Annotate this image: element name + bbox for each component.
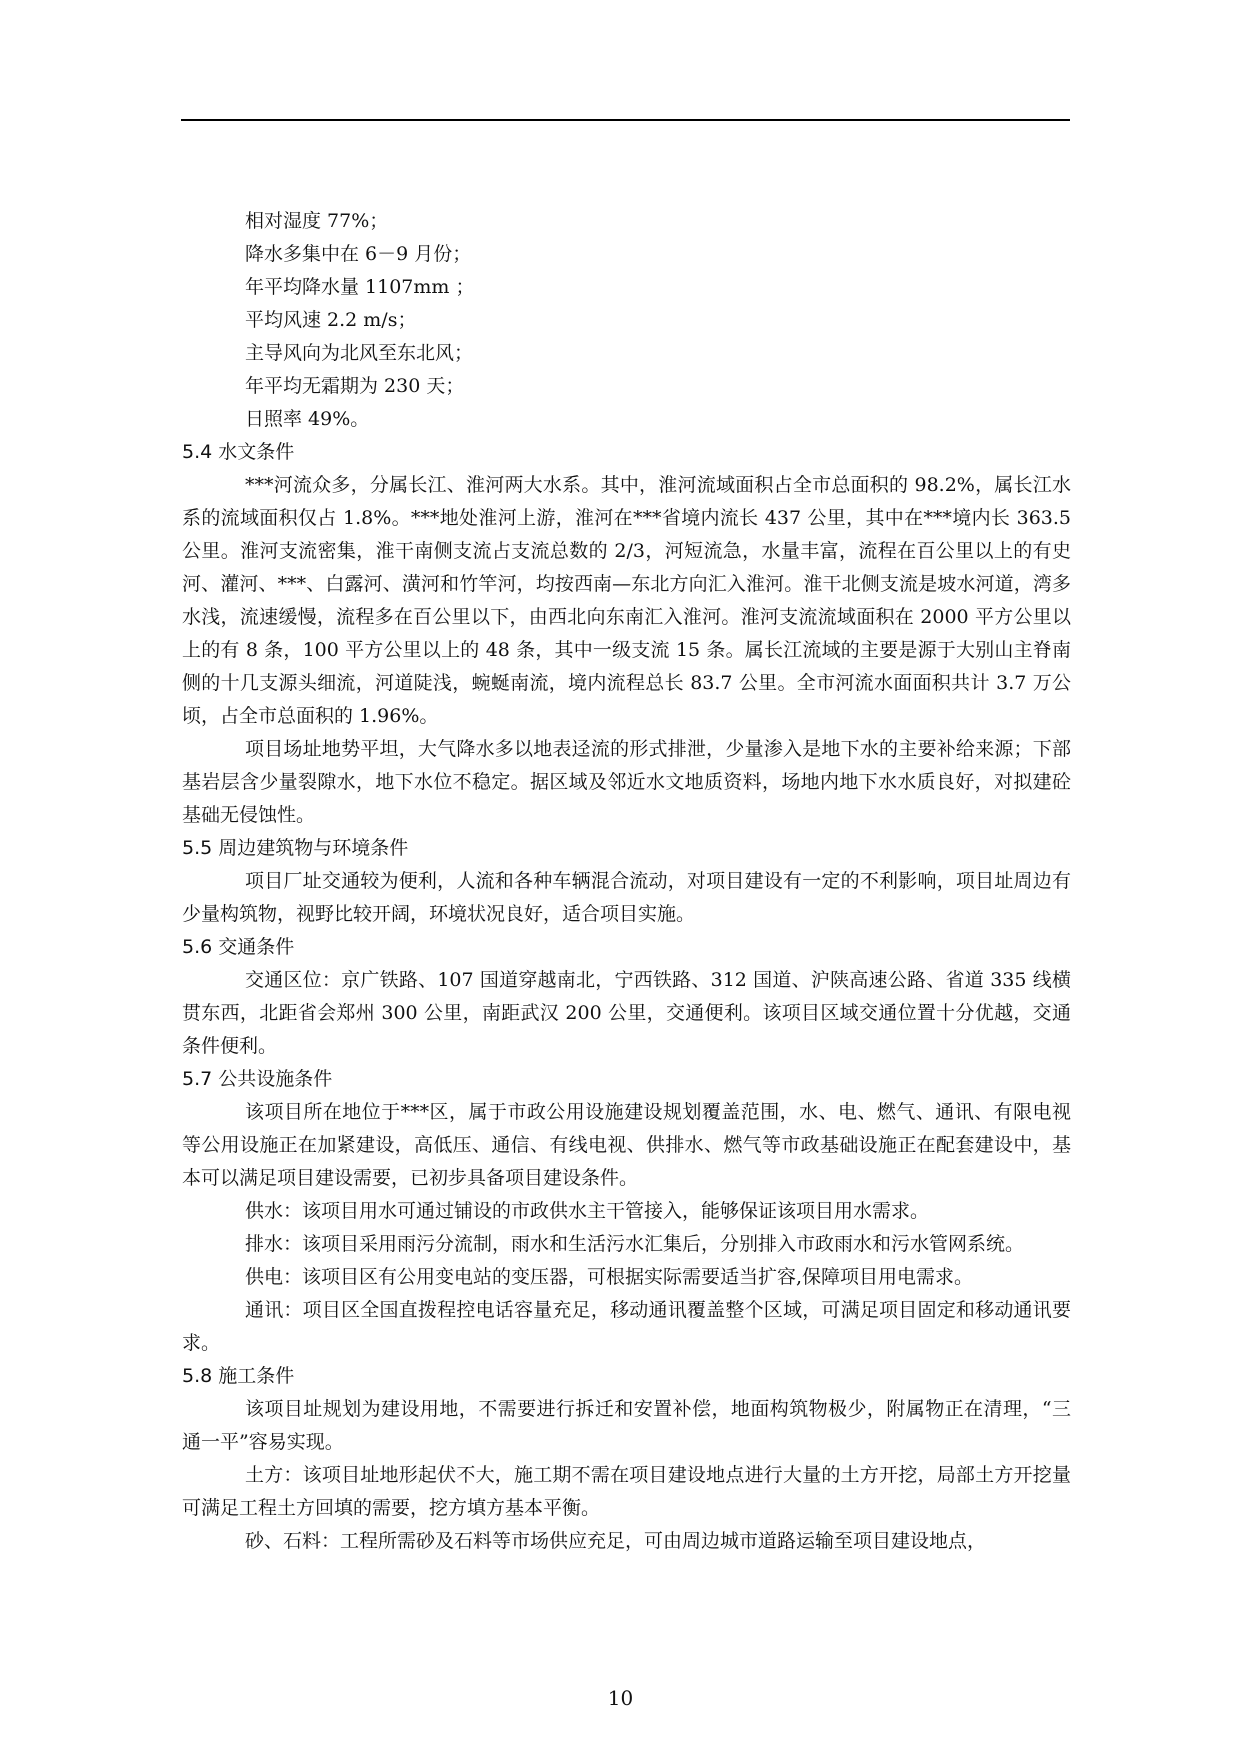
climate-item-rain-season: 降水多集中在 6－9 月份； xyxy=(245,243,472,265)
paragraph-drainage: 排水：该项目采用雨污分流制，雨水和生活污水汇集后，分别排入市政雨水和污水管网系统。 xyxy=(245,1233,1025,1255)
paragraph-site-prep: 该项目址规划为建设用地，不需要进行拆迁和安置补偿，地面构筑物极少，附属物正在清理，“三通一平”容易实现。 xyxy=(182,1398,1071,1453)
paragraph-power-supply: 供电：该项目区有公用变电站的变压器，可根据实际需要适当扩容,保障项目用电需求。 xyxy=(245,1266,974,1288)
climate-item-frost-free: 年平均无霜期为 230 天； xyxy=(245,375,465,397)
climate-item-rainfall: 年平均降水量 1107mm ； xyxy=(245,276,475,298)
section-heading-utilities: 5.7 公共设施条件 xyxy=(182,1068,333,1090)
section-heading-surroundings: 5.5 周边建筑物与环境条件 xyxy=(182,837,409,859)
paragraph-water-supply: 供水：该项目用水可通过铺设的市政供水主干管接入，能够保证该项目用水需求。 xyxy=(245,1200,930,1222)
climate-item-sunshine: 日照率 49%。 xyxy=(245,408,370,430)
paragraph-utilities-overview: 该项目所在地位于***区，属于市政公用设施建设规划覆盖范围，水、电、燃气、通讯、有限电视等公用设施正在加紧建设，高低压、通信、有线电视、供排水、燃气等市政基础设施正在配套建设中，基本可以满足项目建设需要，已初步具备项目建设条件。 xyxy=(182,1101,1071,1189)
section-heading-construction: 5.8 施工条件 xyxy=(182,1365,295,1387)
paragraph-earthwork: 土方：该项目址地形起伏不大，施工期不需在项目建设地点进行大量的土方开挖，局部土方开挖量可满足工程土方回填的需要，挖方填方基本平衡。 xyxy=(182,1464,1071,1519)
page-number: 10 xyxy=(607,1686,634,1710)
paragraph-transport: 交通区位：京广铁路、107 国道穿越南北，宁西铁路、312 国道、沪陕高速公路、省道 335 线横贯东西，北距省会郑州 300 公里，南距武汉 200 公里，交通便利。该项目区域交通位置十分优越，交通条件便利。 xyxy=(182,969,1071,1057)
paragraph-hydrology-groundwater: 项目场址地势平坦，大气降水多以地表迳流的形式排泄，少量渗入是地下水的主要补给来源；下部基岩层含少量裂隙水，地下水位不稳定。据区域及邻近水文地质资料，场地内地下水水质良好，对拟建砼基础无侵蚀性。 xyxy=(182,738,1071,826)
paragraph-hydrology-rivers: ***河流众多，分属长江、淮河两大水系。其中，淮河流域面积占全市总面积的 98.2%，属长江水系的流域面积仅占 1.8%。***地处淮河上游，淮河在***省境内流长 437 公里，其中在***境内长 363.5 公里。淮河支流密集，淮干南侧支流占支流总数的 2/3，河短流急，水量丰富，流程在百公里以上的有史河、灌河、***、白露河、潢河和竹竿河，均按西南—东北方向汇入淮河。淮干北侧支流是坡水河道，湾多水浅，流速缓慢，流程多在百公里以下，由西北向东南汇入淮河。淮河支流流域面积在 2000 平方公里以上的有 8 条，100 平方公里以上的 48 条，其中一级支流 15 条。属长江流域的主要是源于大别山主脊南侧的十几支源头细流，河道陡浅，蜿蜒南流，境内流程总长 83.7 公里。全市河流水面面积共计 3.7 万公顷，占全市总面积的 1.96%。 xyxy=(182,474,1071,727)
section-heading-transport: 5.6 交通条件 xyxy=(182,936,295,958)
climate-item-wind-speed: 平均风速 2.2 m/s； xyxy=(245,309,417,331)
paragraph-materials: 砂、石料：工程所需砂及石料等市场供应充足，可由周边城市道路运输至项目建设地点， xyxy=(245,1530,987,1552)
climate-item-wind-direction: 主导风向为北风至东北风； xyxy=(245,342,474,364)
climate-item-humidity: 相对湿度 77%； xyxy=(245,210,389,232)
paragraph-surroundings: 项目厂址交通较为便利，人流和各种车辆混合流动，对项目建设有一定的不利影响，项目址周边有少量构筑物，视野比较开阔，环境状况良好，适合项目实施。 xyxy=(182,870,1071,925)
paragraph-telecom: 通讯：项目区全国直拨程控电话容量充足，移动通讯覆盖整个区域，可满足项目固定和移动通讯要求。 xyxy=(182,1299,1071,1354)
page-body xyxy=(182,205,1071,1558)
section-heading-hydrology: 5.4 水文条件 xyxy=(182,441,295,463)
header-rule xyxy=(181,119,1070,121)
